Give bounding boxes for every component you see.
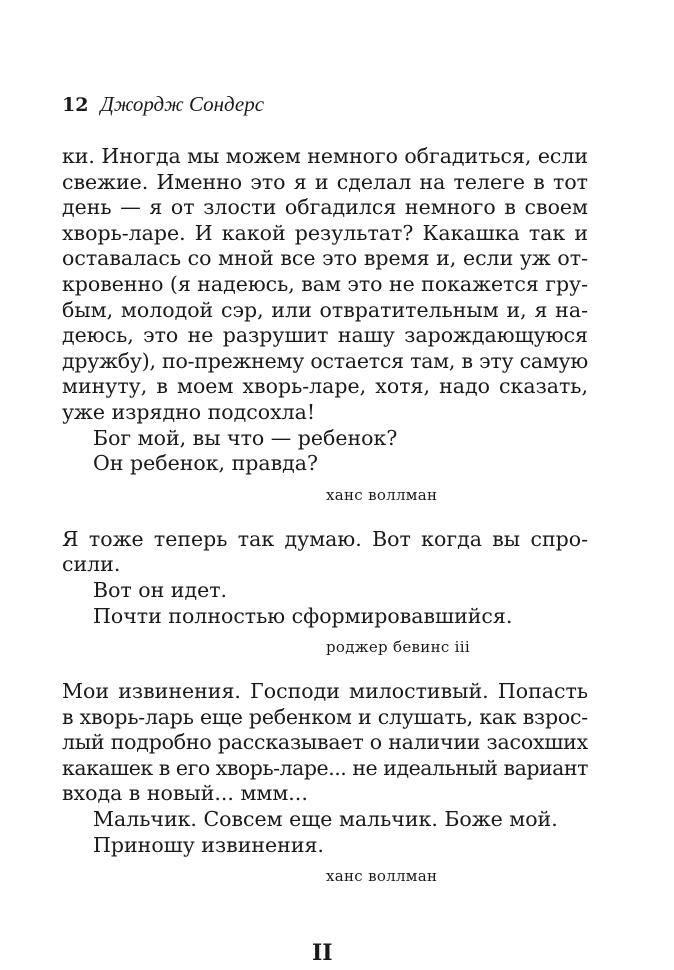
paragraph: Приношу извинения. bbox=[93, 832, 324, 857]
text-line: Мои извинения. Господи милостивый. Попасть bbox=[62, 679, 588, 704]
text-line: бым, молодой сэр, или отвратительным и, я на- bbox=[62, 297, 588, 322]
page-body bbox=[62, 144, 588, 888]
text-line: дружбу), по-прежнему остается там, в эту самую bbox=[62, 348, 588, 373]
running-header-author: Джордж Сондерс bbox=[100, 92, 265, 116]
text-line: свежие. Именно это я и сделал на телеге в тот bbox=[62, 169, 588, 194]
section-gap bbox=[62, 659, 588, 679]
paragraph: Он ребенок, правда? bbox=[93, 451, 318, 476]
passage-hans-2 bbox=[62, 679, 588, 888]
text-line: день — я от злости обгадился немного в своем bbox=[62, 195, 588, 220]
text-line: хворь-ларе. И какой результат? Какашка так и bbox=[62, 220, 588, 245]
page-number: 12 bbox=[62, 94, 89, 116]
paragraph: Вот он идет. bbox=[93, 577, 228, 602]
text-line: какашек в его хворь-ларе... не идеальный вариант bbox=[62, 755, 588, 780]
text-line: оставалась со мной все это время и, если уж от- bbox=[62, 246, 588, 271]
running-header bbox=[62, 92, 264, 117]
section-gap bbox=[62, 507, 588, 527]
text-line: уже изрядно подсохла! bbox=[62, 399, 316, 424]
text-line: сили. bbox=[62, 552, 121, 577]
text-line: в хворь-ларь еще ребенком и слушать, как взрос- bbox=[62, 704, 588, 729]
paragraph: Мальчик. Совсем еще мальчик. Боже мой. bbox=[93, 807, 558, 832]
speaker-attribution: ханс воллман bbox=[326, 485, 438, 504]
speaker-attribution: роджер бевинс iii bbox=[326, 638, 470, 657]
text-line: Я тоже теперь так думаю. Вот когда вы спро- bbox=[62, 526, 588, 551]
passage-roger bbox=[62, 527, 588, 659]
paragraph: Бог мой, вы что — ребенок? bbox=[93, 425, 398, 450]
text-line: ки. Иногда мы можем немного обгадиться, если bbox=[62, 144, 588, 168]
speaker-attribution: ханс воллман bbox=[326, 867, 438, 886]
text-line: входа в новый... ммм... bbox=[62, 781, 308, 806]
section-mark: II bbox=[312, 940, 333, 966]
text-line: кровенно (я надеюсь, вам это не покажется гру- bbox=[62, 271, 588, 296]
text-line: минуту, в моем хворь-ларе, хотя, надо сказать, bbox=[62, 374, 588, 399]
text-line: деюсь, это не разрушит нашу зарождающуюся bbox=[62, 323, 588, 348]
passage-hans-1 bbox=[62, 144, 588, 507]
paragraph: Почти полностью сформировавшийся. bbox=[93, 603, 513, 628]
text-line: лый подробно рассказывает о наличии засохших bbox=[62, 730, 588, 755]
